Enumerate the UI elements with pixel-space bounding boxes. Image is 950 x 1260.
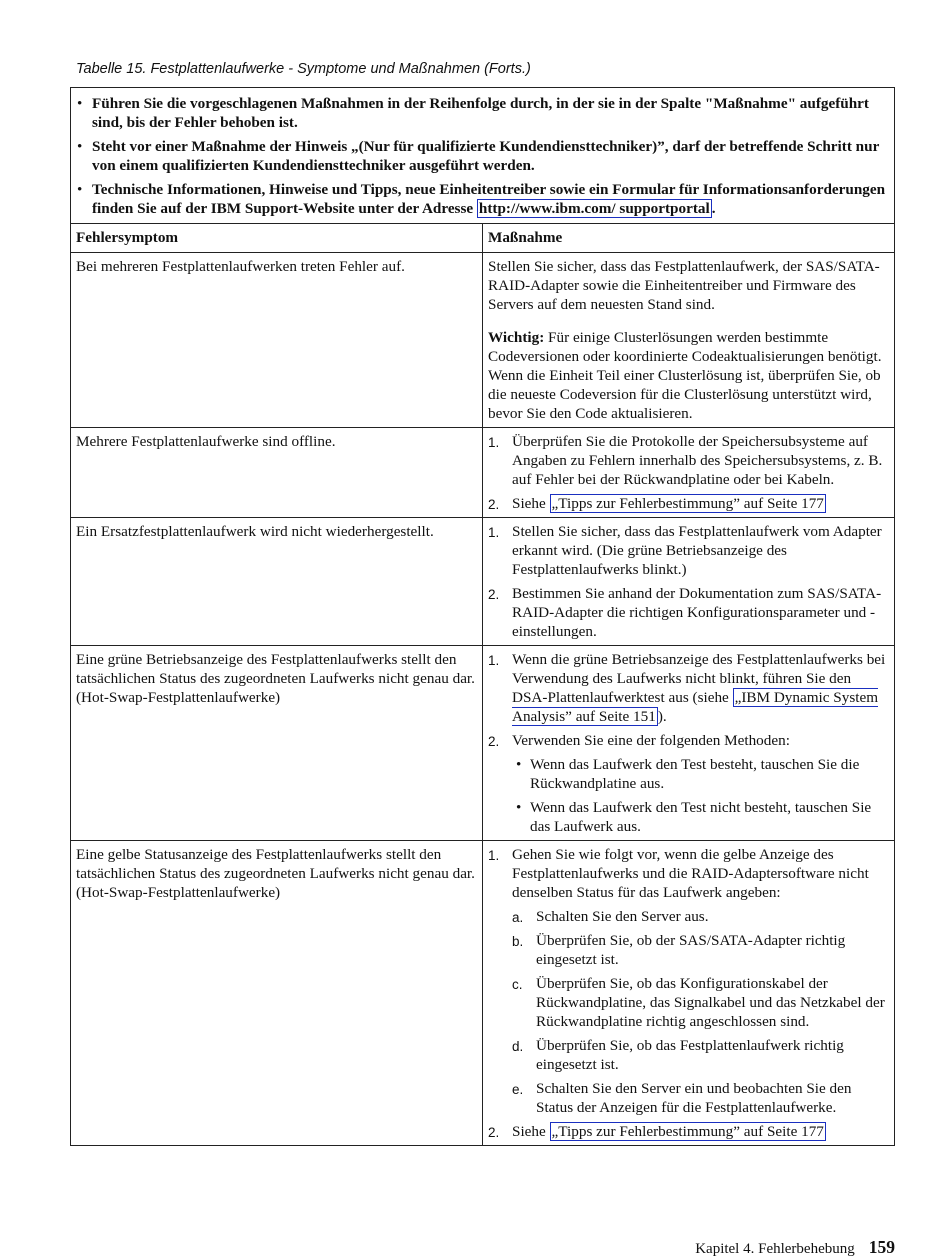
symptoms-table [70,87,895,1146]
table-row [71,253,895,428]
intro-row [71,88,895,224]
symptom-cell: Bei mehreren Festplattenlaufwerken treten Fehler auf. [71,253,483,428]
intro-bullet-2: • Steht vor einer Maßnahme der Hinweis „(Nur für qualifizierte Kundendiensttechniker)”, darf der betreffende Schritt nur von einem qualifizierten Kundendiensttechniker ausgeführt werden. [76,137,888,175]
important-paragraph: Wichtig: Für einige Clusterlösungen werden bestimmte Codeversionen oder koordinierte Codeaktualisierungen benötigt. Wenn die Einheit Teil einer Clusterlösung ist, überprüfen Sie, ob die neueste Codeversion für die Clusterlösung unterstützt wird, bevor Sie den Code aktualisieren. [488,329,882,422]
method-bullet-2: • Wenn das Laufwerk den Test nicht besteht, tauschen Sie das Laufwerk aus. [512,798,889,836]
table-row [71,841,895,1146]
intro-cell [71,88,895,224]
tips-link[interactable]: „Tipps zur Fehlerbestimmung” auf Seite 177 [551,1123,824,1140]
header-symptom: Fehlersymptom [71,224,483,253]
substep-e: e. Schalten Sie den Server ein und beobachten Sie den Status der Anzeigen für die Festplattenlaufwerke. [512,1080,852,1116]
chapter-title: Kapitel 4. Fehlerbehebung [695,1241,855,1257]
substep-a: a. Schalten Sie den Server aus. [512,908,709,925]
substep-d: d. Überprüfen Sie, ob das Festplattenlaufwerk richtig eingesetzt ist. [512,1037,844,1073]
page-number: 159 [868,1237,895,1257]
table-row [71,428,895,518]
table-row [71,518,895,646]
table-row [71,646,895,841]
header-action: Maßnahme [483,224,895,253]
important-label: Wichtig: [488,329,545,346]
dsa-link[interactable]: „IBM Dynamic System Analysis” auf Seite 151 [512,689,879,725]
substep-c: c. Überprüfen Sie, ob das Konfigurationskabel der Rückwandplatine, das Signalkabel und das Netzkabel der Rückwandplatine richtig angeschlossen sind. [512,975,885,1030]
step-2: 2. Verwenden Sie eine der folgenden Methoden: • Wenn das Laufwerk den Test besteht, tauschen Sie die Rückwandplatine aus. • Wenn das Laufwerk den Test nicht besteht, tauschen Sie das Laufwerk aus. [488,731,889,836]
action-cell [483,253,895,428]
action-paragraph: Stellen Sie sicher, dass das Festplattenlaufwerk, der SAS/SATA-RAID-Adapter sowie die Einheitentreiber und Firmware des Servers auf dem neuesten Stand sind. [488,258,880,313]
step-1: 1. Stellen Sie sicher, dass das Festplattenlaufwerk vom Adapter erkannt wird. (Die grüne Betriebsanzeige des Festplattenlaufwerks blinkt.) [488,523,882,578]
step-2: 2. Siehe „Tipps zur Fehlerbestimmung” auf Seite 177 [488,1123,824,1140]
intro-bullet-1: • Führen Sie die vorgeschlagenen Maßnahmen in der Reihenfolge durch, in der sie in der Spalte "Maßnahme" aufgeführt sind, bis der Fehler behoben ist. [76,94,888,132]
action-cell [483,841,895,1146]
intro-bullet-3: • Technische Informationen, Hinweise und Tipps, neue Einheitentreiber sowie ein Formular für Informationsanforderungen finden Sie auf der IBM Support-Website unter der Adresse http://www.ibm.com/ supportportal . [76,180,888,218]
support-portal-link[interactable]: http://www.ibm.com/ supportportal [478,200,710,217]
table-caption: Tabelle 15. Festplattenlaufwerke - Symptome und Maßnahmen (Forts.) [76,61,531,77]
step-1: 1. Gehen Sie wie folgt vor, wenn die gelbe Anzeige des Festplattenlaufwerks und die RAID-Adaptersoftware nicht denselben Status für das Laufwerk angeben: a. Schalten Sie den Server aus. b. Überprüfen Sie, ob der SAS/SATA-Adapter richtig eingesetzt ist. c. Überprüfen Sie, ob das Konfigurationskabel der Rückwandplatine, das Signalkabel und das Netzkabel der Rückwandplatine richtig angeschlossen sind. d. Überprüfen Sie, ob das Festplattenlaufwerk richtig eingesetzt ist. e. Schalten Sie den Server ein und beobachten Sie den Status der Anzeigen für die Festplattenlaufwerke. [488,845,889,1117]
action-cell [483,428,895,518]
step-2: 2. Bestimmen Sie anhand der Dokumentation zum SAS/SATA-RAID-Adapter die richtigen Konfigurationsparameter und -einstellungen. [488,585,882,640]
symptom-cell: Ein Ersatzfestplattenlaufwerk wird nicht wiederhergestellt. [71,518,483,646]
substep-b: b. Überprüfen Sie, ob der SAS/SATA-Adapter richtig eingesetzt ist. [512,932,846,968]
action-cell [483,518,895,646]
step-1: 1. Überprüfen Sie die Protokolle der Speichersubsysteme auf Angaben zu Fehlern innerhalb des Speichersubsystems, z. B. auf Fehler bei der Rückwandplatine oder bei Kabeln. [488,433,883,488]
symptom-cell: Eine grüne Betriebsanzeige des Festplattenlaufwerks stellt den tatsächlichen Status des zugeordneten Laufwerks nicht genau dar. (Hot-Swap-Festplattenlaufwerke) [71,646,483,841]
step-1: 1. Wenn die grüne Betriebsanzeige des Festplattenlaufwerks bei Verwendung des Laufwerks nicht blinkt, führen Sie den DSA-Plattenlaufwerktest aus (siehe „IBM Dynamic System Analysis” auf Seite 151 ). [488,651,886,725]
page-footer [695,1237,895,1258]
action-cell [483,646,895,841]
column-header-row [71,224,895,253]
symptom-cell: Eine gelbe Statusanzeige des Festplattenlaufwerks stellt den tatsächlichen Status des zugeordneten Laufwerks nicht genau dar. (Hot-Swap-Festplattenlaufwerke) [71,841,483,1146]
method-bullet-1: • Wenn das Laufwerk den Test besteht, tauschen Sie die Rückwandplatine aus. [512,755,889,793]
tips-link[interactable]: „Tipps zur Fehlerbestimmung” auf Seite 177 [551,495,824,512]
symptom-cell: Mehrere Festplattenlaufwerke sind offline. [71,428,483,518]
step-2: 2. Siehe „Tipps zur Fehlerbestimmung” auf Seite 177 [488,495,824,512]
